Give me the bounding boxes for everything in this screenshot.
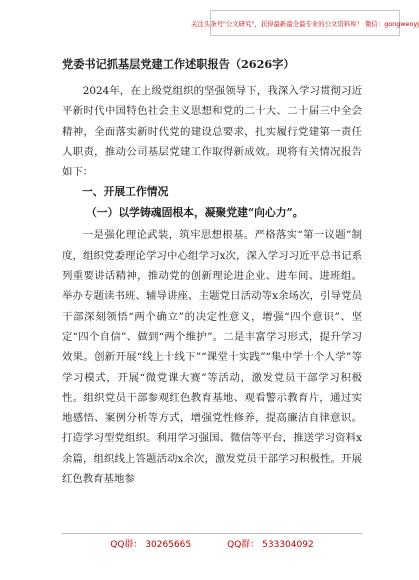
section-heading: 一、开展工作情况 — [82, 185, 169, 199]
body-paragraph: 一是强化理论武装，筑牢思想根基。严格落实“第一议题”制度，组织党委理论学习中心组学习x次，深入学习习近平总书记系列重要讲话精神，推动党的创新理论进企业、进车间、进班组。举办专题读书班、辅导讲座、主题党日活动等x余场次，引导党员干部深刻领悟“两个确立”的决定性意义，增强“四个意识”、坚定“四个自信”、做到“两个维护”。二是丰富学习形式，提升学习效果。创新开展“线上十线下”“课堂十实践”“集中学十个人学”等学习模式，开展“微党课大赛”等活动，激发党员干部学习积极性。组织党员干部参观红色教育基地、观看警示教育片，通过实地感悟、案例分析等方式，增强党性修养，提高廉洁自律意识。打造学习型党组织。利用学习强国、微信等平台，推送学习资料x余篇，组织线上答题活动x余次，激发党员干部学习积极性。开展红色教育基地参 — [62, 229, 362, 486]
footer-qq-group-2: QQ群： 533304092 — [227, 540, 314, 550]
subsection-heading: （一）以学铸魂固根本，凝聚党建“向心力”。 — [86, 206, 304, 220]
footer — [62, 533, 362, 550]
intro-paragraph: 2024年，在上级党组织的坚强领导下，我深入学习贯彻习近平新时代中国特色社会主义思想和党的二十大、二十届三中全会精神，全面落实新时代党的建设总要求，扎实履行党建第一责任人职责，推动公司基层党建工作取得新成效。现将有关情况报告如下： — [62, 85, 362, 179]
banner-text: 关注头条号"公文研究"，获得最新最全最专业的公文资料库！ 微信：gongwenyj — [190, 19, 419, 28]
document-title: 党委书记抓基层党建工作述职报告（2626字） — [62, 57, 295, 71]
document-body — [62, 56, 362, 489]
footer-qq-group-1: QQ群： 30265665 — [110, 540, 192, 550]
top-banner — [190, 10, 419, 36]
